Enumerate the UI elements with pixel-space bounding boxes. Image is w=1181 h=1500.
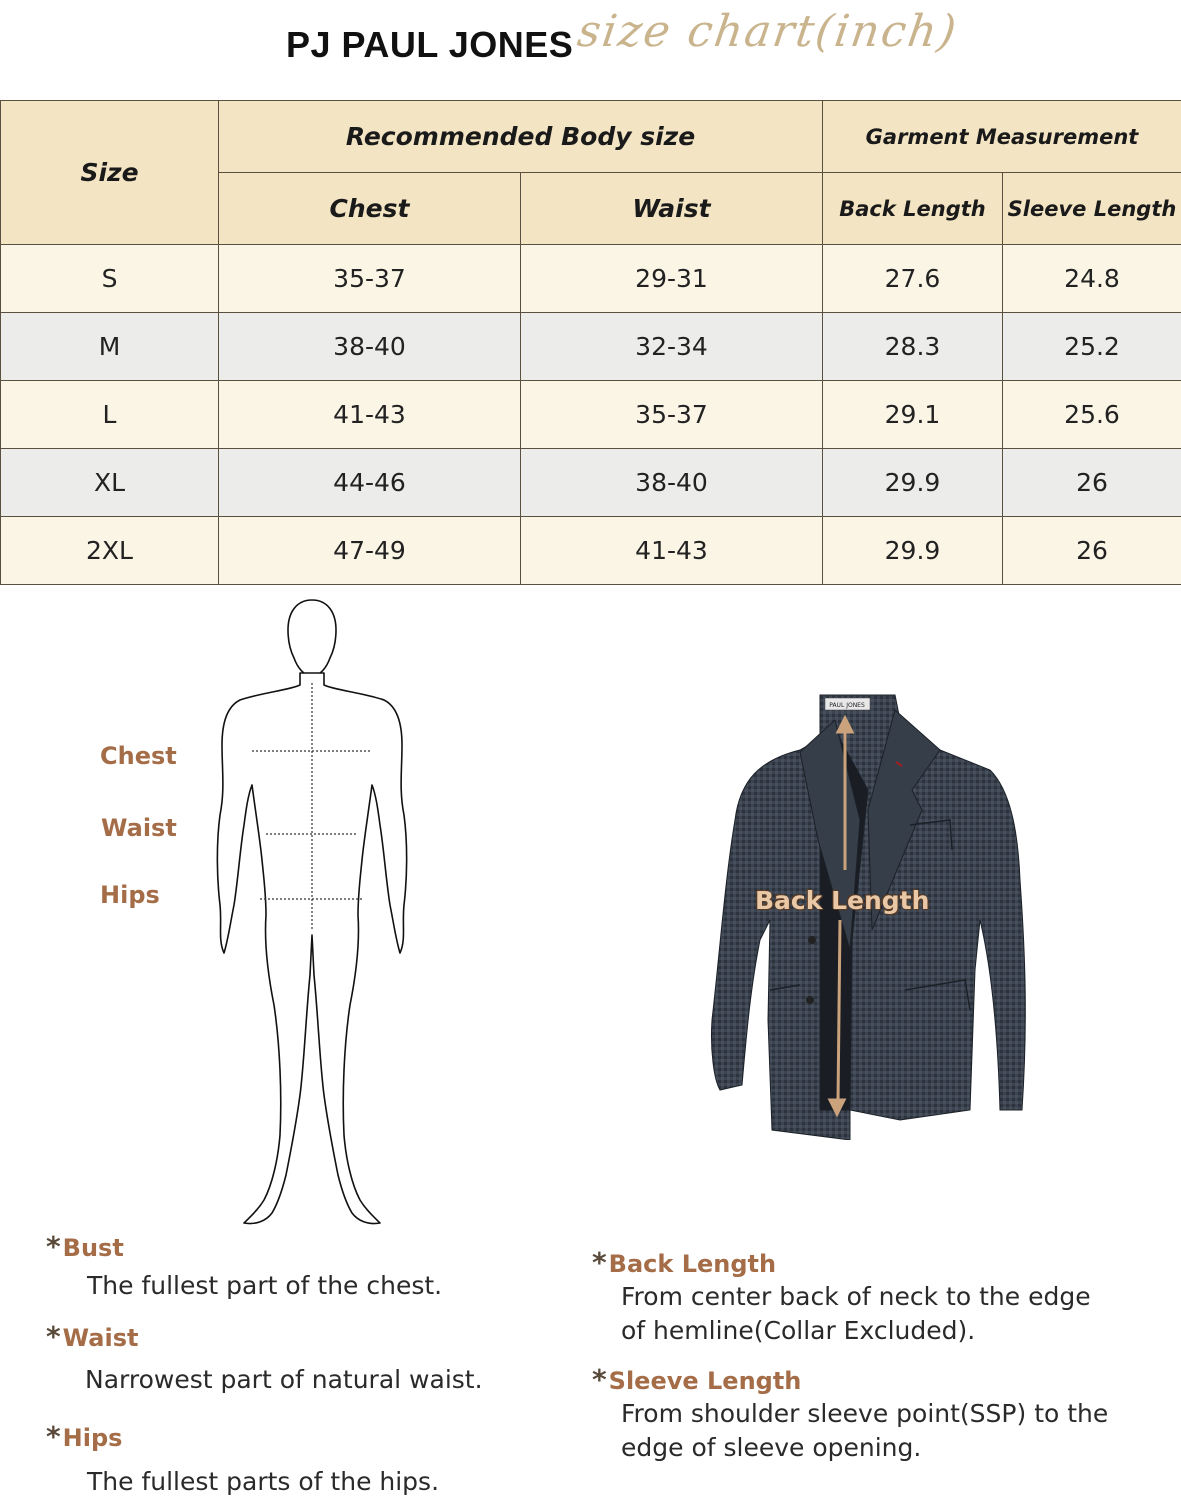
asterisk-icon: *: [46, 1420, 61, 1453]
table-row: [1, 245, 1181, 313]
back-length-cell: 29.9: [823, 449, 1003, 517]
hips-label: Hips: [100, 881, 160, 909]
bust-note-title: [46, 1230, 124, 1263]
sleeve-length-column-header: Sleeve Length: [1003, 173, 1181, 245]
size-cell: M: [1, 313, 219, 381]
size-cell: XL: [1, 449, 219, 517]
asterisk-icon: *: [592, 1246, 607, 1279]
brand-name: PJ PAUL JONES: [286, 24, 574, 65]
size-cell: L: [1, 381, 219, 449]
size-cell: S: [1, 245, 219, 313]
sleeve-length-cell: 24.8: [1003, 245, 1181, 313]
jacket-image: [700, 690, 1040, 1140]
table-row: [1, 313, 1181, 381]
table-row: [1, 381, 1181, 449]
size-column-header: Size: [1, 101, 219, 245]
back-length-cell: 28.3: [823, 313, 1003, 381]
sleeve-length-note-title: [592, 1363, 801, 1396]
bust-title: Bust: [62, 1234, 124, 1262]
bust-description: The fullest part of the chest.: [87, 1271, 443, 1300]
chest-column-header: Chest: [219, 173, 521, 245]
waist-label: Waist: [101, 814, 177, 842]
table-row: [1, 517, 1181, 585]
waist-cell: 32-34: [521, 313, 823, 381]
sleeve-length-cell: 26: [1003, 517, 1181, 585]
asterisk-icon: *: [46, 1230, 61, 1263]
sleeve-length-cell: 25.6: [1003, 381, 1181, 449]
waist-note-title: [46, 1320, 138, 1353]
sleeve-length-cell: 25.2: [1003, 313, 1181, 381]
jacket-logo-text: PAUL JONES: [829, 702, 865, 709]
asterisk-icon: *: [46, 1320, 61, 1353]
back-length-description: [621, 1280, 1091, 1348]
back-length-line-2: of hemline(Collar Excluded).: [621, 1316, 976, 1345]
size-chart-table: [0, 100, 1181, 585]
waist-cell: 41-43: [521, 517, 823, 585]
table-row: [1, 449, 1181, 517]
waist-column-header: Waist: [521, 173, 823, 245]
waist-cell: 35-37: [521, 381, 823, 449]
asterisk-icon: *: [592, 1363, 607, 1396]
size-chart-title: size chart(inch): [574, 6, 962, 57]
table-header-row-groups: [1, 101, 1181, 173]
size-cell: 2XL: [1, 517, 219, 585]
sleeve-length-line-1: From shoulder sleeve point(SSP) to the: [621, 1399, 1109, 1428]
hips-description: The fullest parts of the hips.: [87, 1467, 440, 1496]
back-length-label: Back Length: [755, 886, 930, 915]
waist-description: Narrowest part of natural waist.: [85, 1365, 483, 1394]
back-length-line-1: From center back of neck to the edge: [621, 1282, 1091, 1311]
back-length-title: Back Length: [608, 1250, 777, 1278]
hips-note-title: [46, 1420, 122, 1453]
back-length-cell: 29.1: [823, 381, 1003, 449]
chest-cell: 44-46: [219, 449, 521, 517]
back-length-note-title: [592, 1246, 776, 1279]
chest-cell: 38-40: [219, 313, 521, 381]
body-outline-figure: [200, 595, 440, 1235]
sleeve-length-description: [621, 1397, 1108, 1465]
chest-label: Chest: [100, 742, 177, 770]
chest-cell: 47-49: [219, 517, 521, 585]
back-length-cell: 29.9: [823, 517, 1003, 585]
chest-cell: 35-37: [219, 245, 521, 313]
back-length-cell: 27.6: [823, 245, 1003, 313]
waist-cell: 29-31: [521, 245, 823, 313]
garment-group-header: Garment Measurement: [823, 101, 1181, 173]
hips-title: Hips: [62, 1424, 123, 1452]
sleeve-length-cell: 26: [1003, 449, 1181, 517]
sleeve-length-line-2: edge of sleeve opening.: [621, 1433, 922, 1462]
body-size-group-header: Recommended Body size: [219, 101, 823, 173]
waist-title: Waist: [62, 1324, 139, 1352]
sleeve-length-title: Sleeve Length: [608, 1367, 802, 1395]
chest-cell: 41-43: [219, 381, 521, 449]
back-length-column-header: Back Length: [823, 173, 1003, 245]
page-header: [0, 0, 1181, 100]
waist-cell: 38-40: [521, 449, 823, 517]
